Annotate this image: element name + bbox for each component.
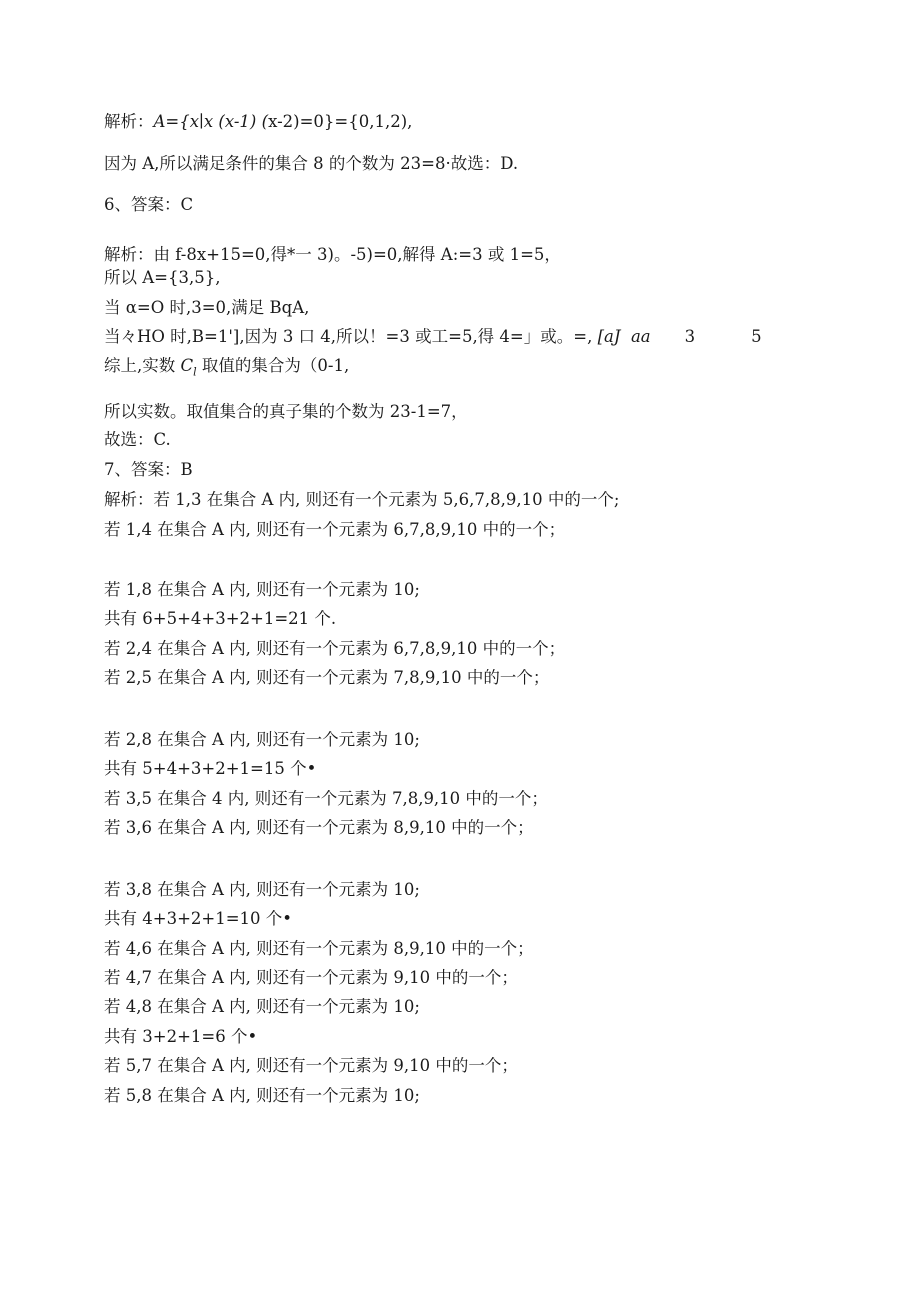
answer-6-line-7: 故选：C. (104, 430, 171, 449)
solution-5-line-2: 因为 A,所以满足条件的集合 8 的个数为 23=8·故选：D. (104, 154, 519, 173)
answer-6-line-3: 当 α=O 时,3=0,满足 BqA, (104, 298, 310, 317)
answer-7-line: 若 4,8 在集合 A 内, 则还有一个元素为 10; (104, 997, 420, 1016)
answer-7-line: 共有 6+5+4+3+2+1=21 个. (104, 609, 337, 628)
answer-6-line-2: 所以 A={3,5}, (104, 268, 221, 287)
answer-7-line: 若 3,5 在集合 4 内, 则还有一个元素为 7,8,9,10 中的一个； (104, 789, 548, 808)
answer-7-line: 若 3,8 在集合 A 内, 则还有一个元素为 10; (104, 880, 420, 899)
answer-7-line: 若 4,7 在集合 A 内, 则还有一个元素为 9,10 中的一个； (104, 968, 518, 987)
answer-6-line-1: 解析：由 f-8x+15=0,得*一 3)。-5)=0,解得 A:=3 或 1=5， (104, 245, 561, 264)
answer-7-line: 若 2,8 在集合 A 内, 则还有一个元素为 10; (104, 730, 420, 749)
answer-7-line: 若 2,5 在集合 A 内, 则还有一个元素为 7,8,9,10 中的一个； (104, 668, 550, 687)
answer-7-line: 共有 4+3+2+1=10 个• (104, 909, 293, 928)
answer-7-line: 若 5,8 在集合 A 内, 则还有一个元素为 10; (104, 1086, 420, 1105)
answer-7-line: 若 5,7 在集合 A 内, 则还有一个元素为 9,10 中的一个； (104, 1056, 518, 1075)
solution-5-line-1: 解析：A={x∣x (x-1) (x-2)=0}={0,1,2), (104, 112, 413, 131)
answer-6-line-4: 当々HO 时,B=1'],因为 3 口 4,所以！=3 或工=5,得 4=」或。=, [aJ aa 3 5 (104, 327, 762, 346)
answer-6-line-6: 所以实数。取值集合的真子集的个数为 23-1=7， (104, 402, 468, 421)
set-a-expression: {x∣x (x-1) ( (179, 112, 269, 131)
answer-7-line: 若 1,4 在集合 A 内, 则还有一个元素为 6,7,8,9,10 中的一个； (104, 520, 566, 539)
answer-7-line: 若 4,6 在集合 A 内, 则还有一个元素为 8,9,10 中的一个； (104, 939, 534, 958)
answer-7-heading: 7、答案：B (104, 460, 193, 479)
answer-6-heading: 6、答案：C (104, 195, 194, 214)
answer-7-line: 共有 5+4+3+2+1=15 个• (104, 759, 317, 778)
answer-7-line: 共有 3+2+1=6 个• (104, 1027, 258, 1046)
answer-6-line-5: 综上,实数 $C_l$ 取值的集合为（0-1, (104, 356, 350, 379)
set-a-label: A= (153, 112, 180, 131)
answer-7-line: 若 2,4 在集合 A 内, 则还有一个元素为 6,7,8,9,10 中的一个； (104, 639, 566, 658)
answer-7-line: 若 1,8 在集合 A 内, 则还有一个元素为 10; (104, 580, 420, 599)
answer-7-line: 若 3,6 在集合 A 内, 则还有一个元素为 8,9,10 中的一个； (104, 818, 534, 837)
answer-7-line: 解析：若 1,3 在集合 A 内, 则还有一个元素为 5,6,7,8,9,10 中的一个; (104, 490, 620, 509)
